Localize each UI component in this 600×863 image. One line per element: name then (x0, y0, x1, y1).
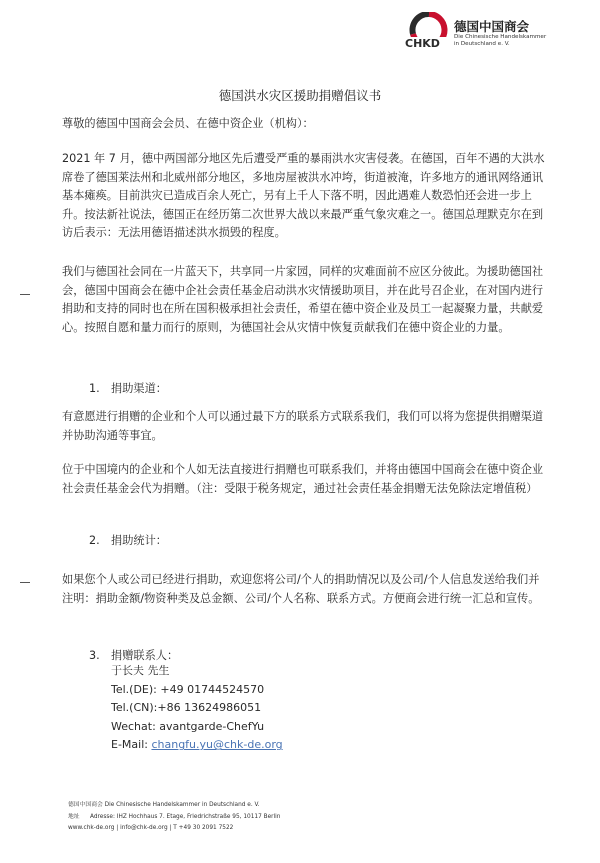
contact-email-row: E-Mail: changfu.yu@chk-de.org (111, 738, 283, 752)
footer-address: 地址 Adresse: IHZ Hochhaus 7. Etage, Friedrichstraße 95, 10117 Berlin (68, 813, 281, 820)
letterhead-footer (68, 800, 280, 835)
chkd-logo (402, 12, 592, 52)
contact-wechat: Wechat: avantgarde-ChefYu (111, 719, 265, 733)
chkd-logo-mark-icon (402, 12, 458, 50)
paragraph-channels: 有意愿进行捐赠的企业和个人可以通过最下方的联系方式联系我们，我们可以将为您提供捐赠渠道并协助沟通等事宜。 (62, 410, 544, 442)
section-heading-contact: 3. 捐赠联系人： (89, 649, 179, 662)
contact-tel-de: Tel.(DE): +49 01744524570 (111, 682, 265, 696)
paragraph-statistics: 如果您个人或公司已经进行捐助，欢迎您将公司/个人的捐助情况以及公司/个人信息发送给我们并注明：捐助金额/物资种类及总金额、公司/个人名称、联系方式。方便商会进行统一汇总和宣传。 (62, 573, 540, 605)
paragraph-initiative: 我们与德国社会同在一片蓝天下，共享同一片家园，同样的灾难面前不应区分彼此。为援助德国社会，德国中国商会在德中企社会责任基金启动洪水灾情援助项目，并在此号召企业，在对国内进行捐助和支持的同时也在所在国积极承担社会责任，希望在德中资企业及员工一起凝聚力量，共献爱心。按照自愿和量力而行的原则，为德国社会从灾情中恢复贡献我们在德中资企业的力量。 (62, 265, 544, 334)
footer-contacts: www.chk-de.org | info@chk-de.org | T +49 30 2091 7522 (68, 825, 234, 831)
contact-name: 于长夫 先生 (111, 664, 170, 677)
paragraph-china-donors: 位于中国境内的企业和个人如无法直接进行捐赠也可联系我们，并将由德国中国商会在德中资企业社会责任基金会代为捐赠。（注：受限于税务规定，通过社会责任基金捐赠无法免除法定增值税） (62, 463, 544, 495)
contact-tel-cn: Tel.(CN):+86 13624986051 (111, 701, 262, 715)
logo-name-de: Die Chinesische Handelskammer in Deutschland e. V. (454, 34, 547, 47)
margin-mark (20, 582, 30, 583)
section-heading-statistics: 2. 捐助统计： (89, 534, 167, 547)
contact-block (111, 662, 283, 755)
document-title: 德国洪水灾区援助捐赠倡议书 (218, 88, 382, 103)
logo-mark-text: CHKD (405, 37, 440, 50)
margin-mark (20, 294, 30, 295)
logo-name-cn: 德国中国商会 (454, 19, 530, 34)
salutation: 尊敬的德国中国商会会员、在德中资企业（机构）： (62, 117, 314, 130)
paragraph-background: 2021 年 7 月，德中两国部分地区先后遭受严重的暴雨洪水灾害侵袭。在德国，百年不遇的大洪水席卷了德国莱法州和北威州部分地区，多地房屋被洪水冲垮，街道被淹，许多地方的通讯网络通讯基本瘫痪。目前洪灾已造成百余人死亡，另有上千人下落不明，因此遇难人数恐怕还会进一步上升。按法新社说法，德国正在经历第二次世界大战以来最严重气象灾难之一。德国总理默克尔在到访后表示：无法用德语描述洪水损毁的程度。 (62, 152, 545, 239)
section-heading-channels: 1. 捐助渠道： (89, 382, 167, 395)
footer-org: 德国中国商会 Die Chinesische Handelskammer in Deutschland e. V. (68, 802, 260, 808)
contact-email-link[interactable]: changfu.yu@chk-de.org (151, 738, 283, 752)
